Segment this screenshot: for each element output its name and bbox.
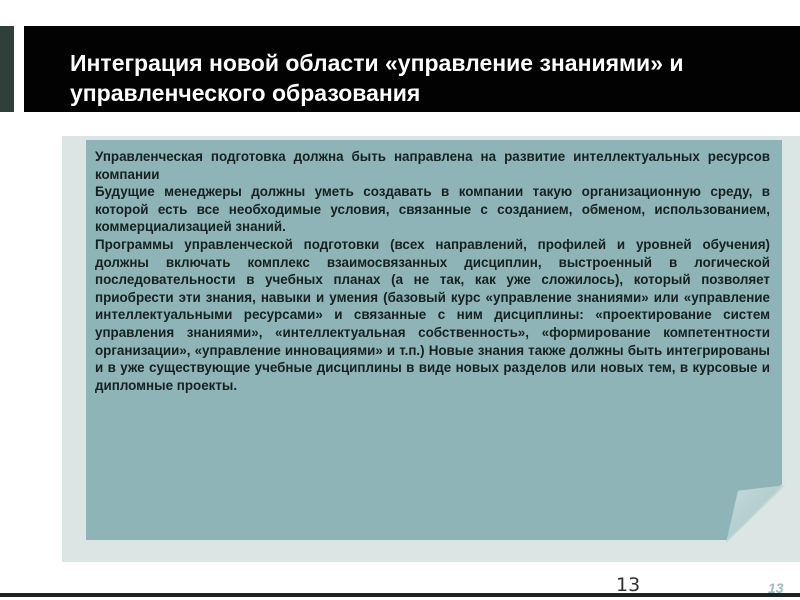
page-number: 13 (616, 574, 641, 596)
paragraph-2: Будущие менеджеры должны уметь создавать в компании такую организационную среду, в которой есть все необходимые условия, связанные с созданием, обменом, использованием, коммерциализацией знаний. (95, 184, 770, 235)
paragraph-3: Программы управленческой подготовки (всех направлений, профилей и уровней обучения) должны включать комплекс взаимосвязанных дисциплин, выстроенный в логической последовательности в учебных планах (а не так, как уже сложилось), который позволяет приобрести эти знания, навыки и умения (базовый курс «управление знаниями» или «управление интеллектуальными ресурсами» и связанные с ним дисциплины: «проектирование систем управления знаниями», «интеллектуальная собственность», «формирование компетентности организации», «управление инновациями» и т.п.) Новые знания также должны быть интегрированы и в уже существующие учебные дисциплины в виде новых разделов или новых тем, в курсовые и дипломные проекты. (95, 236, 770, 393)
slide-title: Интеграция новой области «управление знаниями» и управленческого образования (70, 50, 684, 106)
paragraph-1: Управленческая подготовка должна быть направлена на развитие интеллектуальных ресурсов компании (95, 149, 770, 182)
bottom-divider (0, 593, 800, 597)
left-accent-strip (0, 26, 14, 112)
slide-number: 13 (768, 580, 784, 596)
slide-body (95, 148, 770, 394)
